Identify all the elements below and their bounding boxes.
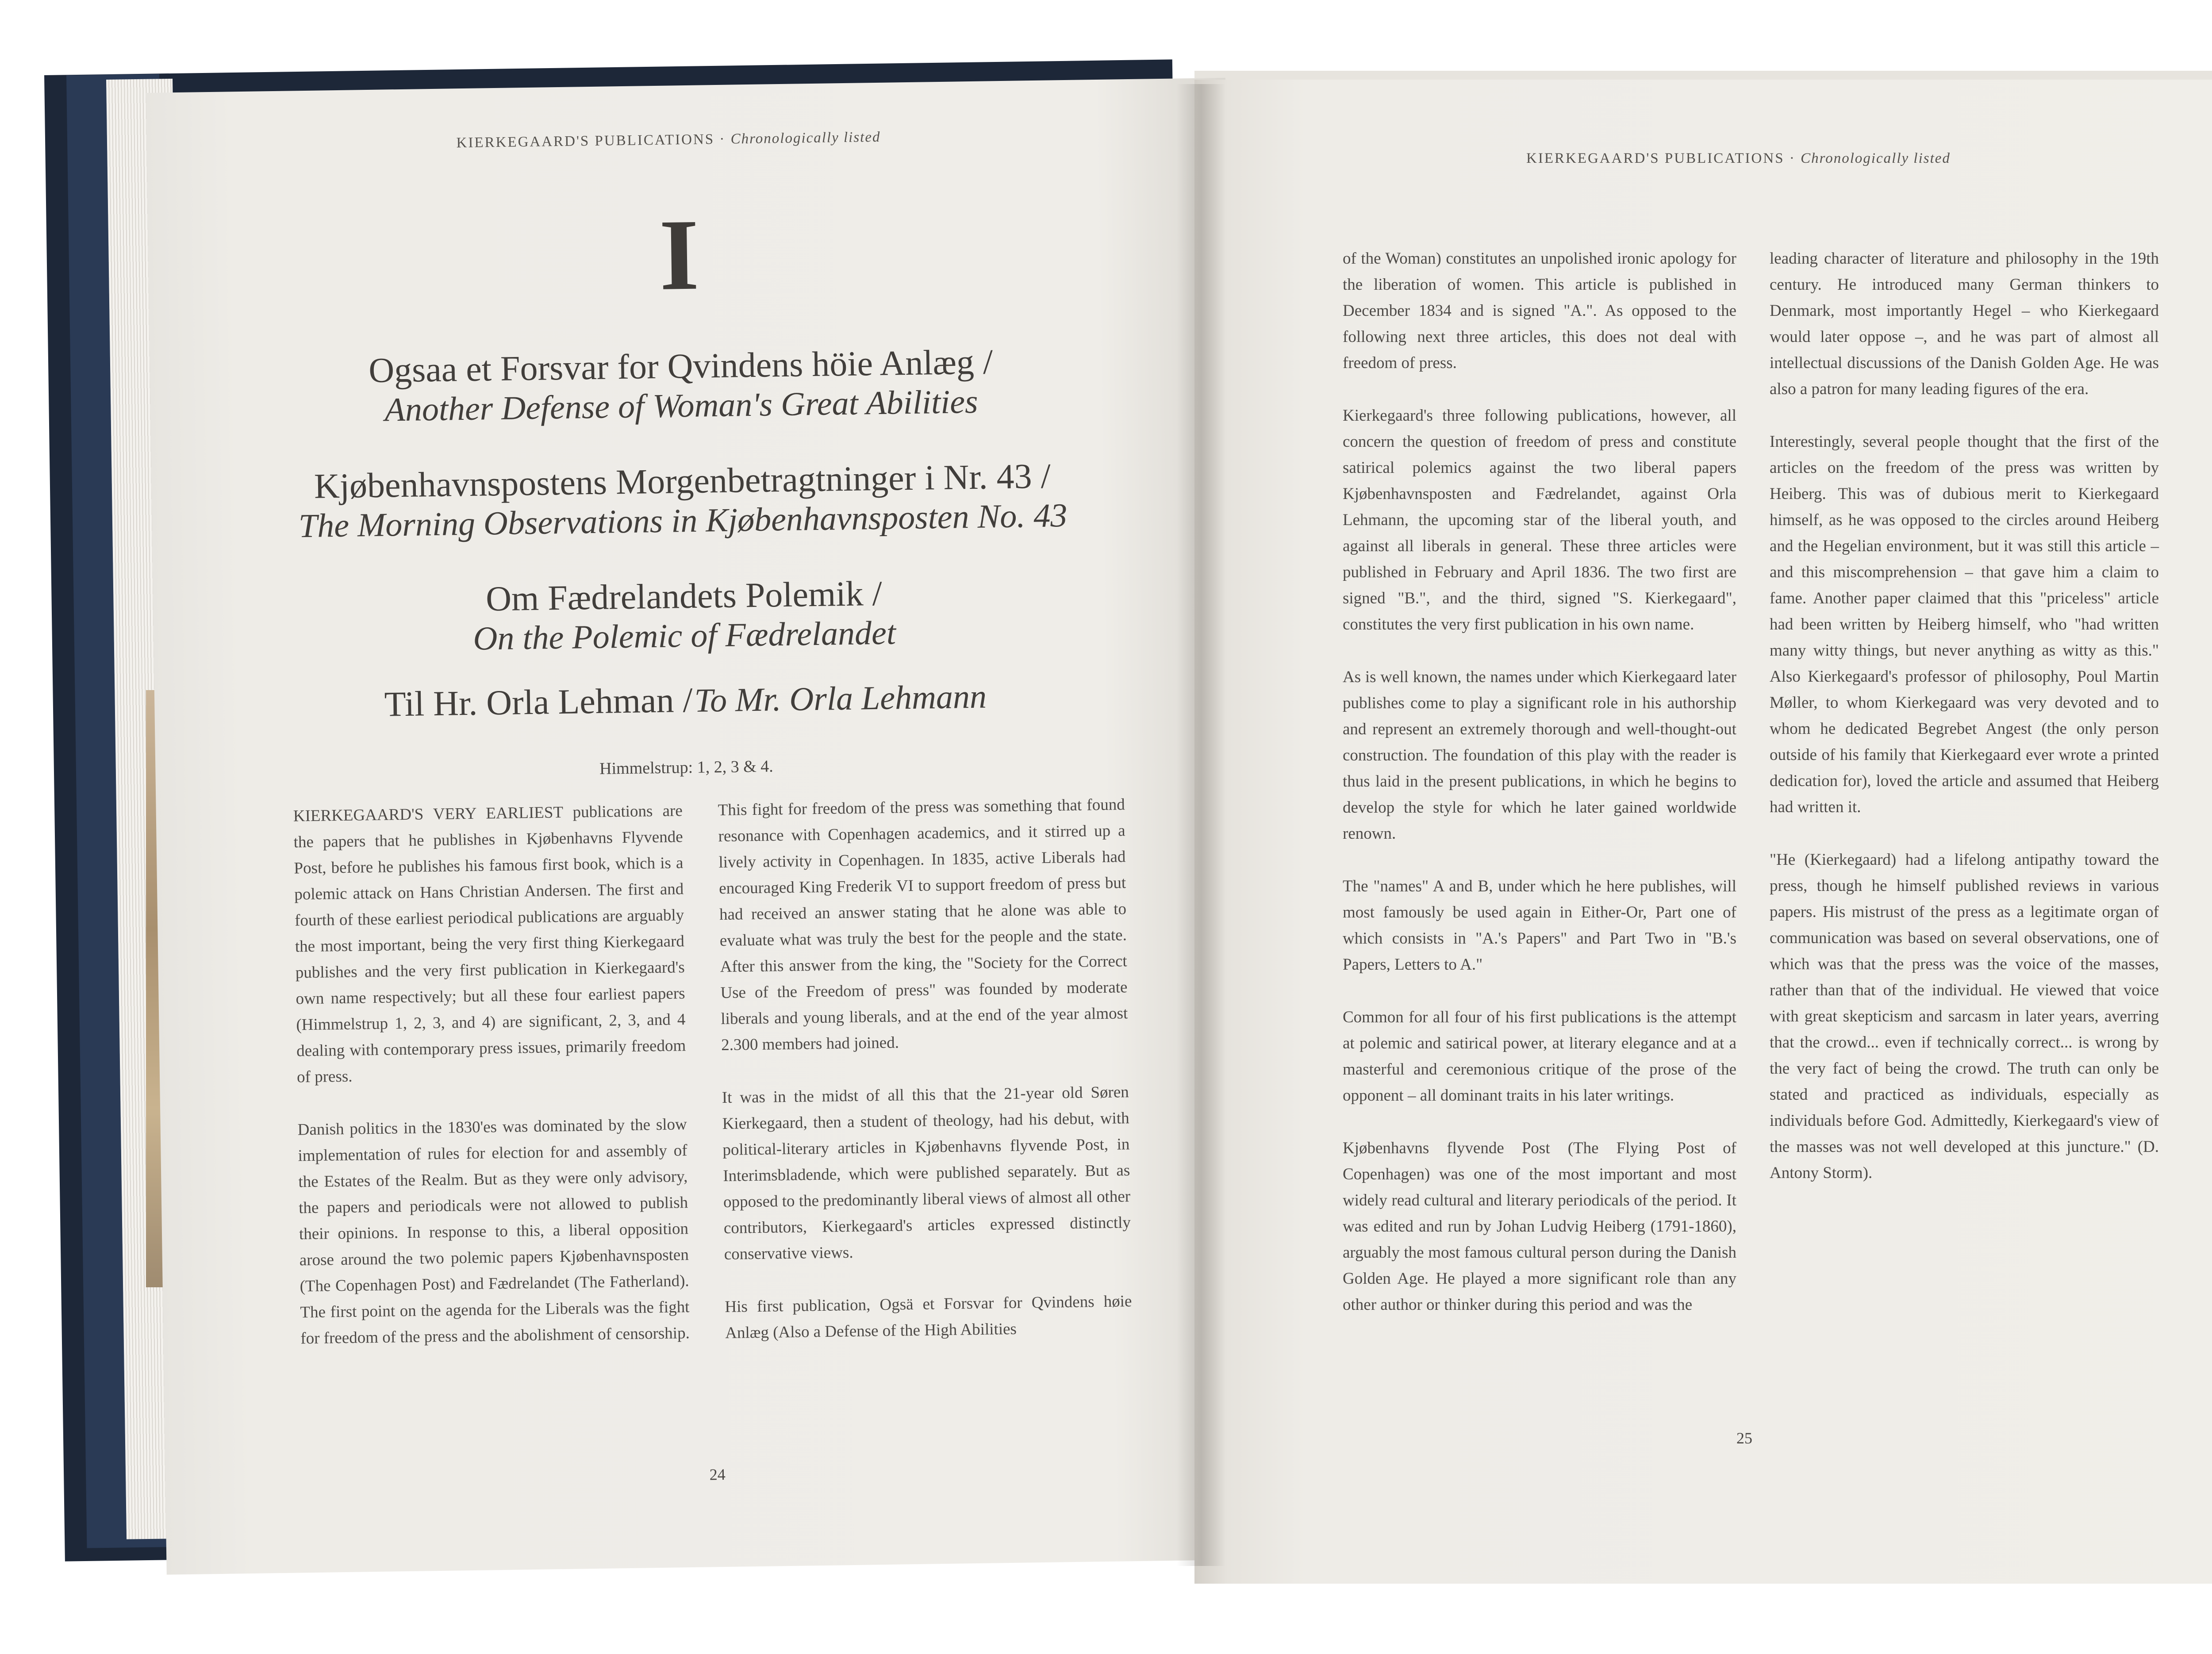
paragraph: It was in the midst of all this that the 21-year old Søren Kierkegaard, then a student of theology, had his debut, with political-literary articles in Kjøbenhavns flyvende Post, in Interimsbladende, which were published separately. But as opposed to the predominantly liberal views of almost all other contributors, Kierkegaard's articles expressed distinctly conservative views.: [722, 1083, 1131, 1264]
title-english: To Mr. Orla Lehmann: [694, 678, 987, 719]
right-column-1: [1343, 246, 1736, 1344]
title-english: Another Defense of Woman's Great Abilities: [384, 383, 979, 429]
running-head-subtitle: Chronologically listed: [1801, 150, 1951, 166]
paragraph: Common for all four of his first publications is the attempt at polemic and satirical power, at literary elegance and at a masterful and ceremonious critique of the prose of the opponent – all dominant traits in his later writings.: [1343, 1008, 1736, 1105]
title-danish: Til Hr. Orla Lehman /: [384, 680, 693, 724]
paragraph: of the Woman) constitutes an unpolished ironic apology for the liberation of women. This article is published in December 1834 and is signed "A.". As opposed to the following next three articles, this does not deal with freedom of press.: [1343, 249, 1736, 372]
title-english: On the Polemic of Fædrelandet: [472, 614, 896, 657]
paragraph: Danish politics in the 1830'es was dominated by the slow implementation of rules for election for and assembly of the Estates of the Realm. But as they were only advisory, the papers and periodicals were not allowed to publish their opinions. In response to this, a liberal opposition arose around the two polemic papers Kjøbenhavnsposten (The Copenhagen Post) and Fædrelandet (The Fatherland). The first point on the agenda for the Liberals was the fight for freedom of the press and the abolishment of censorship.: [297, 1115, 690, 1348]
paragraph: Interestingly, several people thought that the first of the articles on the freedom of the press was written by Heiberg. This was of dubious merit to Kierkegaard himself, as he was opposed to the circles around Heiberg and the Hegelian environment, but it was still this article – and this miscomprehension – that gave him a claim to fame. Another paper claimed that this "priceless" article had been written by Heiberg himself, who "had written many witty things, but never anything as witty as this." Also Kierkegaard's professor of philosophy, Poul Martin Møller, to whom Kierkegaard was very devoted and to whom he dedicated Begrebet Angest (the only person outside of his family that Kierkegaard ever wrote a printed dedication for), loved the article and assumed that Heiberg had written it.: [1770, 433, 2159, 816]
left-page: [146, 78, 1246, 1575]
right-page: [1194, 80, 2212, 1584]
paragraph: leading character of literature and philosophy in the 19th century. He introduced many German thinkers to Denmark, most importantly Hegel – who Kierkegaard would later oppose –, and he was part of almost all intellectual discussions of the Danish Golden Age. He was also a patron for many leading figures of the era.: [1770, 249, 2159, 398]
title-block-4: [221, 674, 1150, 727]
paragraph: Kierkegaard's three following publications, however, all concern the question of freedom of press and constitute satirical polemics against the two liberal papers Kjøbenhavnsposten and Fædrelandet, against Orla Lehmann, the upcoming star of the liberal youth, and against all liberals in general. These three articles were published in February and April 1836. The two first are signed "B.", and the third, signed "S. Kierkegaard", constitutes the very first publication in his own name.: [1343, 407, 1736, 633]
running-head-separator: ·: [1789, 150, 1796, 166]
title-danish: Ogsaa et Forsvar for Qvindens höie Anlæg /: [368, 342, 993, 391]
paragraph: The "names" A and B, under which he here publishes, will most famously be used again in Either-Or, Part one of which consists in "A.'s Papers" and Part Two in "B.'s Papers, Letters to A.": [1343, 877, 1736, 974]
page-number-right: 25: [1736, 1429, 1752, 1447]
book-gutter: [1177, 84, 1225, 1566]
running-head-separator: ·: [719, 131, 726, 147]
page-number-left: 24: [709, 1466, 726, 1484]
title-english: The Morning Observations in Kjøbenhavnsposten No. 43: [298, 497, 1068, 545]
section-numeral: I: [658, 198, 700, 311]
running-head-left: [456, 129, 880, 151]
left-column-2: [718, 791, 1133, 1373]
himmelstrup-reference: Himmelstrup: 1, 2, 3 & 4.: [599, 757, 774, 778]
paragraph: His first publication, Ogsä et Forsvar for Qvindens høie Anlæg (Also a Defense of the High Abilities: [725, 1292, 1132, 1342]
left-column-1: [293, 798, 690, 1378]
paragraph: This fight for freedom of the press was something that found resonance with Copenhagen academics, and it stirred up a lively activity in Copenhagen. In 1835, active Liberals had encouraged King Frederik VI to support freedom of press but had received an answer stating that he alone was able to evaluate what was truly the best for the people and the state. After this answer from the king, the "Society for the Correct Use of the Freedom of press" was founded by moderate liberals and young liberals, and at the end of the year almost 2.300 members had joined.: [718, 795, 1128, 1055]
paragraph: "He (Kierkegaard) had a lifelong antipathy toward the press, though he himself published reviews in various papers. His mistrust of the press as a legitimate organ of communication was based on several observations, one of which was that the press was the voice of the masses, rather than that of the individual. He viewed that voice with great skepticism and sarcasm in later years, averring that the crowd... even if technically correct... is wrong by the very fact of being the crowd. The truth can only be stated and practiced as individuals, especially as individuals before God. Admittedly, Kierkegaard's view of the masses was not well developed at this juncture." (D. Antony Storm).: [1770, 851, 2159, 1182]
title-block-1: [216, 340, 1146, 432]
paragraph: As is well known, the names under which Kierkegaard later publishes come to play a significant role in his authorship and represent an extremely thorough and well-thought-out construction. The foundation of this play with the reader is thus laid in the present publications, in which he begins to develop the style for which he later gained worldwide renown.: [1343, 668, 1736, 843]
title-block-2: [218, 455, 1148, 547]
title-danish: Kjøbenhavnspostens Morgenbetragtninger i Nr. 43 /: [314, 457, 1051, 506]
title-block-3: [219, 570, 1149, 661]
running-head-title: KIERKEGAARD'S PUBLICATIONS: [1526, 150, 1785, 166]
paragraph: Kjøbenhavns flyvende Post (The Flying Post of Copenhagen) was one of the most important and most widely read cultural and literary periodicals of the period. It was edited and run by Johan Ludvig Heiberg (1791-1860), arguably the most famous cultural person during the Danish Golden Age. He played a more significant role than any other author or thinker during this period and was the: [1343, 1139, 1736, 1314]
right-column-2: [1770, 246, 2159, 1213]
running-head-subtitle: Chronologically listed: [730, 129, 881, 147]
running-head-title: KIERKEGAARD'S PUBLICATIONS: [456, 131, 715, 151]
title-danish: Om Fædrelandets Polemik /: [485, 574, 883, 619]
paragraph: KIERKEGAARD'S VERY EARLIEST publications are the papers that he publishes in Kjøbenhavns Flyvende Post, before he publishes his famous first book, which is a polemic attack on Hans Christian Andersen. The first and fourth of these earliest periodical publications are arguably the most important, being the very first thing Kierkegaard publishes and the very first publication in Kierkegaard's own name respectively; but all these four earliest papers (Himmelstrup 1, 2, 3, and 4) are significant, 2, 3, and 4 dealing with contemporary press issues, primarily freedom of press.: [293, 802, 686, 1086]
running-head-right: [1526, 150, 1951, 167]
